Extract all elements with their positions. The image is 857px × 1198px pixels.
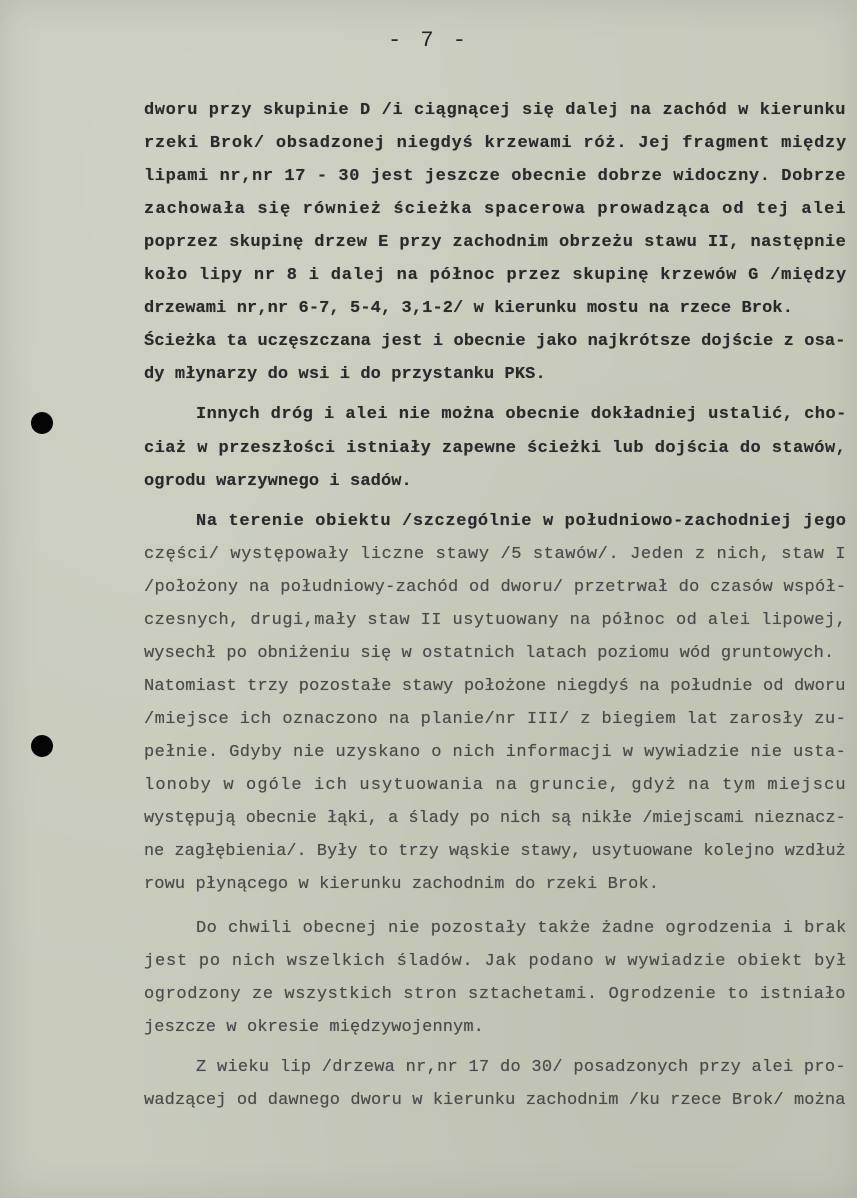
text-line: pełnie. Gdyby nie uzyskano o nich informacji w wywiadzie nie usta- <box>144 743 847 762</box>
text-line: drzewami nr,nr 6-7, 5-4, 3,1-2/ w kierunku mostu na rzece Brok. <box>144 299 794 318</box>
text-line: wadzącej od dawnego dworu w kierunku zachodnim /ku rzece Brok/ można <box>144 1091 846 1110</box>
text-line: ciaż w przeszłości istniały zapewne ścieżki lub dojścia do stawów, <box>144 439 847 458</box>
text-line: ne zagłębienia/. Były to trzy wąskie stawy, usytuowane kolejno wzdłuż <box>144 842 846 861</box>
page-number: - 7 - <box>387 28 469 53</box>
text-line: ogrodzony ze wszystkich stron sztachetami. Ogrodzenie to istniało <box>144 985 847 1004</box>
text-line: Natomiast trzy pozostałe stawy położone niegdyś na południe od dworu <box>144 677 846 696</box>
text-line: Do chwili obecnej nie pozostały także żadne ogrodzenia i brak <box>196 919 847 938</box>
text-line: Ścieżka ta uczęszczana jest i obecnie jako najkrótsze dojście z osa- <box>144 332 846 351</box>
text-line: Z wieku lip /drzewa nr,nr 17 do 30/ posadzonych przy alei pro- <box>196 1058 846 1077</box>
text-line: ogrodu warzywnego i sadów. <box>144 472 412 491</box>
text-line: Innych dróg i alei nie można obecnie dokładniej ustalić, cho- <box>196 405 847 424</box>
text-line: /miejsce ich oznaczono na planie/nr III/ z biegiem lat zarosły zu- <box>144 710 847 729</box>
text-line: jest po nich wszelkich śladów. Jak podano w wywiadzie obiekt był <box>144 952 848 971</box>
binder-hole-top <box>31 412 53 434</box>
text-line: jeszcze w okresie międzywojennym. <box>144 1018 484 1037</box>
text-line: lonoby w ogóle ich usytuowania na gruncie, gdyż na tym miejscu <box>144 776 847 795</box>
text-line: dworu przy skupinie D /i ciągnącej się dalej na zachód w kierunku <box>144 101 847 120</box>
text-line: części/ występowały liczne stawy /5 stawów/. Jeden z nich, staw I <box>144 545 847 564</box>
text-line: lipami nr,nr 17 - 30 jest jeszcze obecnie dobrze widoczny. Dobrze <box>144 167 847 186</box>
text-line: dy młynarzy do wsi i do przystanku PKS. <box>144 365 546 384</box>
text-line: koło lipy nr 8 i dalej na północ przez skupinę krzewów G /między <box>144 266 848 285</box>
text-line: czesnych, drugi,mały staw II usytuowany na północ od alei lipowej, <box>144 611 847 630</box>
text-line: zachowała się również ścieżka spacerowa prowadząca od tej alei <box>144 200 847 219</box>
text-line: występują obecnie łąki, a ślady po nich są nikłe /miejscami nieznacz- <box>144 809 846 828</box>
text-line: Na terenie obiektu /szczególnie w południowo-zachodniej jego <box>196 512 847 531</box>
binder-hole-bottom <box>31 735 53 757</box>
text-line: wysechł po obniżeniu się w ostatnich latach poziomu wód gruntowych. <box>144 644 835 663</box>
text-line: rowu płynącego w kierunku zachodnim do rzeki Brok. <box>144 875 660 894</box>
text-line: poprzez skupinę drzew E przy zachodnim obrzeżu stawu II, następnie <box>144 233 847 252</box>
text-line: /położony na południowy-zachód od dworu/ przetrwał do czasów współ- <box>144 578 847 597</box>
text-line: rzeki Brok/ obsadzonej niegdyś krzewami róż. Jej fragment między <box>144 134 848 153</box>
